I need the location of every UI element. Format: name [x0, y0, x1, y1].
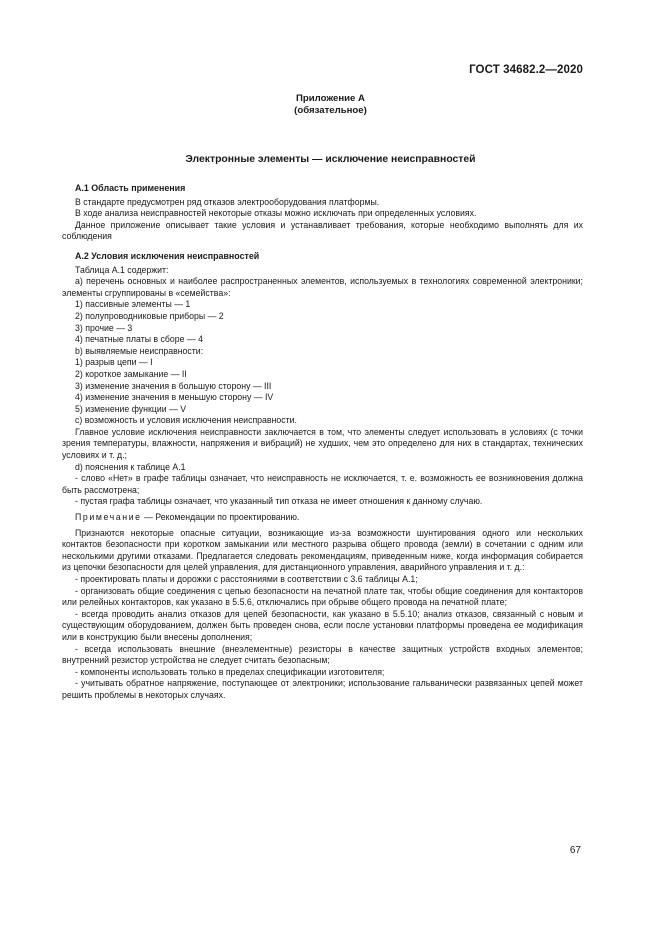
- fault-item: 3) изменение значения в большую сторону — III: [75, 380, 272, 391]
- recommendation-item: - организовать общие соединения с цепью безопасности на печатной плате так, чтобы общие соединения для контакторов или релейных контакторов, как указано в 5.5.6, отключались при обрыве общего провода на печатной плате;: [62, 585, 583, 608]
- explanation-item: - пустая графа таблицы означает, что указанный тип отказа не имеет отношения к данному случаю.: [75, 496, 483, 507]
- recommendation-item: - учитывать обратное напряжение, поступающее от электроники; использование гальванически развязанных цепей может решить проблемы в некоторых случаях.: [62, 678, 583, 700]
- a1-paragraph: В ходе анализа неисправностей некоторые отказы можно исключать при определенных условиях.: [75, 208, 477, 219]
- list-item-a: а) перечень основных и наиболее распространенных элементов, используемых в технологиях современной электроники; элементы сгруппированы в «семейства»:: [62, 276, 583, 298]
- appendix-title: Приложение А: [296, 93, 365, 104]
- list-item-d: d) пояснения к таблице А.1: [75, 461, 186, 472]
- family-item: 2) полупроводниковые приборы — 2: [75, 310, 224, 321]
- list-item-c: c) возможность и условия исключения неисправности.: [75, 415, 297, 426]
- main-condition-paragraph: Главное условие исключения неисправности заключается в том, что элементы следует использовать в условиях (с точки зрения температуры, влажности, напряжения и вибраций) не худших, чем это определено для них в стандартах, технических условиях и т. д.;: [62, 426, 583, 461]
- fault-item: 5) изменение функции — V: [75, 403, 187, 414]
- a1-paragraph: В стандарте предусмотрен ряд отказов электрооборудования платформы.: [75, 196, 380, 207]
- family-item: 3) прочие — 3: [75, 322, 133, 333]
- family-item: 4) печатные платы в сборе — 4: [75, 334, 203, 345]
- page-number: 67: [569, 845, 581, 856]
- main-title: Электронные элементы — исключение неисправностей: [185, 154, 476, 165]
- hazard-paragraph: Признаются некоторые опасные ситуации, возникающие из-за возможности шунтирования одного или нескольких контактов безопасности при коротком замыкании или местного разрыва общего провода (земли) в сочетании с одним или несколькими другими отказами. Предлагается следовать рекомендациям, приведенным ниже, когда информация собирается из цепочки безопасности для целей управления, для дистанционного управления, аварийного управления и т. д.:: [62, 527, 583, 573]
- a2-intro: Таблица А.1 содержит:: [75, 264, 169, 275]
- explanation-item: - слово «Нет» в графе таблицы означает, что неисправность не исключается, т. е. возможность ее возникновения должна быть рассмотрена;: [62, 473, 583, 495]
- document-body: [62, 183, 583, 702]
- recommendation-item: - всегда использовать внешние (внеэлементные) резисторы в качестве защитных устройств входных элементов; внутренний резистор устройства не следует считать безопасным;: [62, 643, 583, 666]
- note-text: — Рекомендации по проектированию.: [141, 512, 300, 523]
- appendix-heading: [0, 93, 661, 117]
- family-item: 1) пассивные элементы — 1: [75, 299, 191, 310]
- section-a2-heading: А.2 Условия исключения неисправностей: [75, 250, 260, 261]
- fault-item: 4) изменение значения в меньшую сторону — IV: [75, 392, 274, 403]
- a1-paragraph: Данное приложение описывает такие условия и устанавливает требования, которые необходимо выполнять для их соблюдения: [62, 219, 583, 242]
- note: [62, 512, 583, 524]
- note-label: Примечание: [75, 512, 142, 523]
- fault-item: 1) разрыв цепи — I: [75, 357, 153, 368]
- standard-id: ГОСТ 34682.2—2020: [469, 64, 583, 76]
- recommendation-item: - проектировать платы и дорожки с расстояниями в соответствии с 3.6 таблицы А.1;: [75, 574, 418, 584]
- fault-item: 2) короткое замыкание — II: [75, 368, 187, 379]
- recommendation-item: - компоненты использовать только в пределах спецификации изготовителя;: [75, 666, 385, 677]
- recommendation-item: - всегда проводить анализ отказов для цепей безопасности, как указано в 5.5.10; анализ отказов, связанный с новым и существующим оборудованием, должен быть проведен снова, если после установки платформы проведена ее модификация или в конструкцию были внесены дополнения;: [62, 608, 583, 642]
- section-a1-heading: А.1 Область применения: [75, 183, 186, 193]
- list-item-b: b) выявляемые неисправности:: [75, 345, 204, 356]
- appendix-status: (обязательное): [294, 105, 367, 116]
